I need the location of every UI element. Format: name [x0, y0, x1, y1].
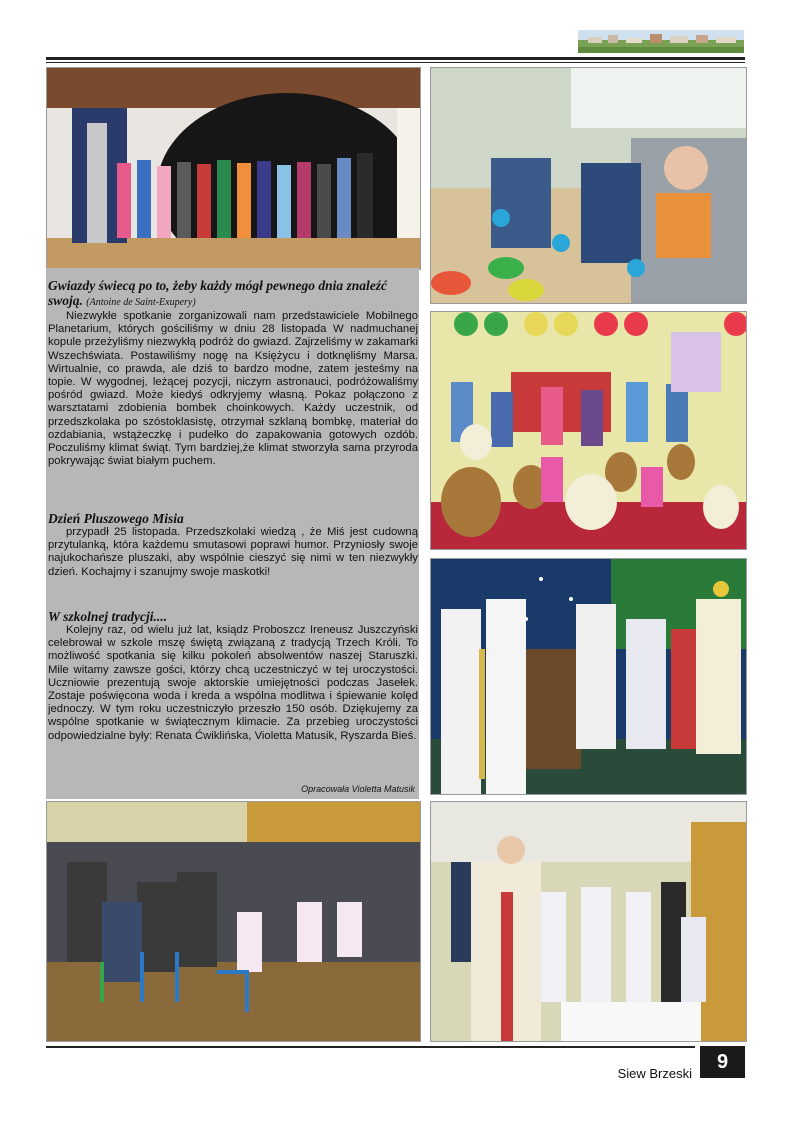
page-number: 9 [700, 1046, 745, 1078]
section-planetarium [48, 278, 418, 468]
section-school-tradition-body: Kolejny raz, od wielu już lat, ksiądz Proboszcz Ireneusz Juszczyński celebrował w szkole mszę świętą związaną z tradycją Trzech Króli. To możliwość spotkania się kilku pokoleń absolwentów naszej Staruszki. Mile witamy zawsze gości, którzy chcą uczestniczyć w tej uroczystości. Uczniowie prezentują swoje aktorskie umiejętności podczas Jasełek. Zostaje poświęcona woda i kreda a wspólna modlitwa i śpiewanie kolęd jednoczy. W tym roku uczestniczyło przeszło 150 osób. Dziękujemy za wspólne spotkanie w świątecznym klimacie. Za przebieg uroczystości odpowiedzialne były: Renata Ćwiklińska, Violetta Matusik, Ryszarda Bieś. [48, 624, 418, 742]
quote-author: (Antoine de Saint-Exupery) [86, 297, 196, 308]
author-credit: Opracowała Violetta Matusik [301, 784, 415, 794]
audience-photo [46, 801, 421, 1042]
section-teddy-bear [48, 511, 418, 579]
nativity-play-photo [430, 558, 747, 795]
teddy-bear-day-photo [430, 311, 747, 550]
section-school-tradition [48, 609, 418, 743]
header-rule-thin [46, 62, 745, 63]
ornament-workshop-photo [430, 67, 747, 304]
section-teddy-bear-body: przypadł 25 listopada. Przedszkolaki wiedzą , że Miś jest cudowną przytulanką, która każdemu smutasowi poprawi humor. Przyniosły swoje najukochańsze pluszaki, aby wspólnie cieszyć się nimi w ten niezwykły dzień. Kochajmy i szanujmy swoje maskotki! [48, 526, 418, 578]
header-rule-thick [46, 57, 745, 60]
section-planetarium-heading [48, 278, 418, 310]
header-panorama-image [578, 30, 744, 53]
section-planetarium-body: Niezwykłe spotkanie zorganizowali nam przedstawiciele Mobilnego Planetarium, których gościliśmy w dniu 28 listopada W nadmuchanej kopule przeżyliśmy niezwykłą podróż do gwiazd. Zajrzeliśmy w zakamarki Wszechświata. Postawiliśmy nogę na Księżycu i dotknęliśmy Marsa. Wirtualnie, co prawda, ale dziś to bardzo modne, zatem jesteśmy na topie. W wygodnej, leżącej pozycji, niczym astronauci, podróżowaliśmy pośród gwiazd. Może kiedyś odkryjemy własną. Pokaz połączono z warsztatami zdobienia bombek choinkowych. Każdy uczestnik, od przedszkolaka po szóstoklasistę, otrzymał szklaną bombkę, materiał do ozdabiania, wstążeczkę i pudełko do zapakowania gotowych ozdób. Poczuliśmy klimat świąt. Tym bardziej,że klimat stworzyła sama przyroda pokrywając świat białym puchem. [48, 310, 418, 468]
section-school-tradition-heading: W szkolnej tradycji.... [48, 609, 168, 624]
footer-rule [46, 1046, 695, 1048]
publication-name: Siew Brzeski [617, 1066, 692, 1081]
priest-blessing-photo [430, 801, 747, 1042]
section-planetarium-heading-text: Gwiazdy świecą po to, żeby każdy mógł pewnego dnia znaleźć swoją. [48, 278, 387, 308]
section-teddy-bear-heading: Dzień Pluszowego Misia [48, 511, 184, 526]
planetarium-group-photo [46, 67, 421, 270]
article-text-panel [46, 268, 419, 799]
